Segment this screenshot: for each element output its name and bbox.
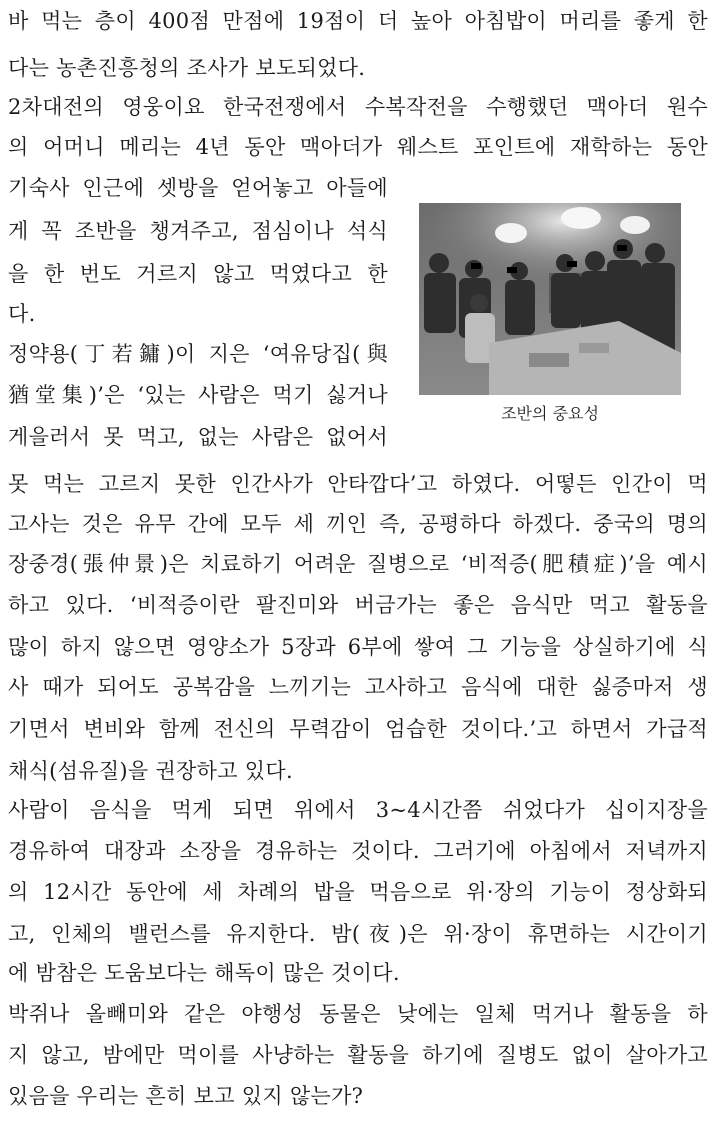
text-line: 경유하여 대장과 소장을 경유하는 것이다. 그러기에 아침에서 저녁까지: [8, 839, 708, 863]
text-line: 에 밤참은 도움보다는 해독이 많은 것이다.: [8, 961, 400, 985]
text-line: 있음을 우리는 흔히 보고 있지 않는가?: [8, 1084, 364, 1108]
text-line: 게을러서 못 먹고, 없는 사람은 없어서: [8, 425, 388, 449]
text-line: 사 때가 되어도 공복감을 느끼기는 고사하고 음식에 대한 싫증마저 생: [8, 675, 708, 699]
text-line: 사람이 음식을 먹게 되면 위에서 3~4시간쯤 쉬었다가 십이지장을: [8, 798, 708, 822]
text-line: 박쥐나 올빼미와 같은 야행성 동물은 낮에는 일체 먹거나 활동을 하: [8, 1002, 708, 1026]
text-line: 게 꼭 조반을 챙겨주고, 점심이나 석식: [8, 219, 388, 243]
text-line: 기숙사 인근에 셋방을 얻어놓고 아들에: [8, 176, 388, 200]
text-line: 많이 하지 않으면 영양소가 5장과 6부에 쌓여 그 기능을 상실하기에 식: [8, 635, 708, 659]
text-line: 장중경(張仲景)은 치료하기 어려운 질병으로 ‘비적증(肥積症)’을 예시: [8, 552, 708, 576]
text-line: 못 먹는 고르지 못한 인간사가 안타깝다’고 하였다. 어떻든 인간이 먹: [8, 472, 708, 496]
text-line: 기면서 변비와 함께 전신의 무력감이 엄습한 것이다.’고 하면서 가급적: [8, 717, 708, 741]
text-line: 을 한 번도 거르지 않고 먹였다고 한: [8, 262, 388, 286]
text-line: 하고 있다. ‘비적증이란 팔진미와 버금가는 좋은 음식만 먹고 활동을: [8, 593, 708, 617]
text-line: 의 어머니 메리는 4년 동안 맥아더가 웨스트 포인트에 재학하는 동안: [8, 135, 708, 159]
photo-breakfast-gathering: [419, 203, 681, 395]
text-line: 정약용(丁若鏞)이 지은 ‘여유당집(與: [8, 342, 388, 366]
text-line: 2차대전의 영웅이요 한국전쟁에서 수복작전을 수행했던 맥아더 원수: [8, 95, 708, 119]
text-line: 다.: [8, 302, 36, 326]
figure-caption: 조반의 중요성: [501, 404, 599, 423]
text-line: 의 12시간 동안에 세 차례의 밥을 먹음으로 위·장의 기능이 정상화되: [8, 880, 708, 904]
text-line: 지 않고, 밤에만 먹이를 사냥하는 활동을 하기에 질병도 없이 살아가고: [8, 1043, 708, 1067]
text-line: 바 먹는 층이 400점 만점에 19점이 더 높아 아침밥이 머리를 좋게 한: [8, 9, 708, 33]
text-line: 猶堂集)’은 ‘있는 사람은 먹기 싫거나: [8, 383, 388, 407]
text-line: 채식(섬유질)을 권장하고 있다.: [8, 759, 293, 783]
text-line: 고사는 것은 유무 간에 모두 세 끼인 즉, 공평하다 하겠다. 중국의 명의: [8, 512, 708, 536]
text-line: 고, 인체의 밸런스를 유지한다. 밤(夜)은 위·장이 휴면하는 시간이기: [8, 922, 708, 946]
text-line: 다는 농촌진흥청의 조사가 보도되었다.: [8, 56, 366, 80]
